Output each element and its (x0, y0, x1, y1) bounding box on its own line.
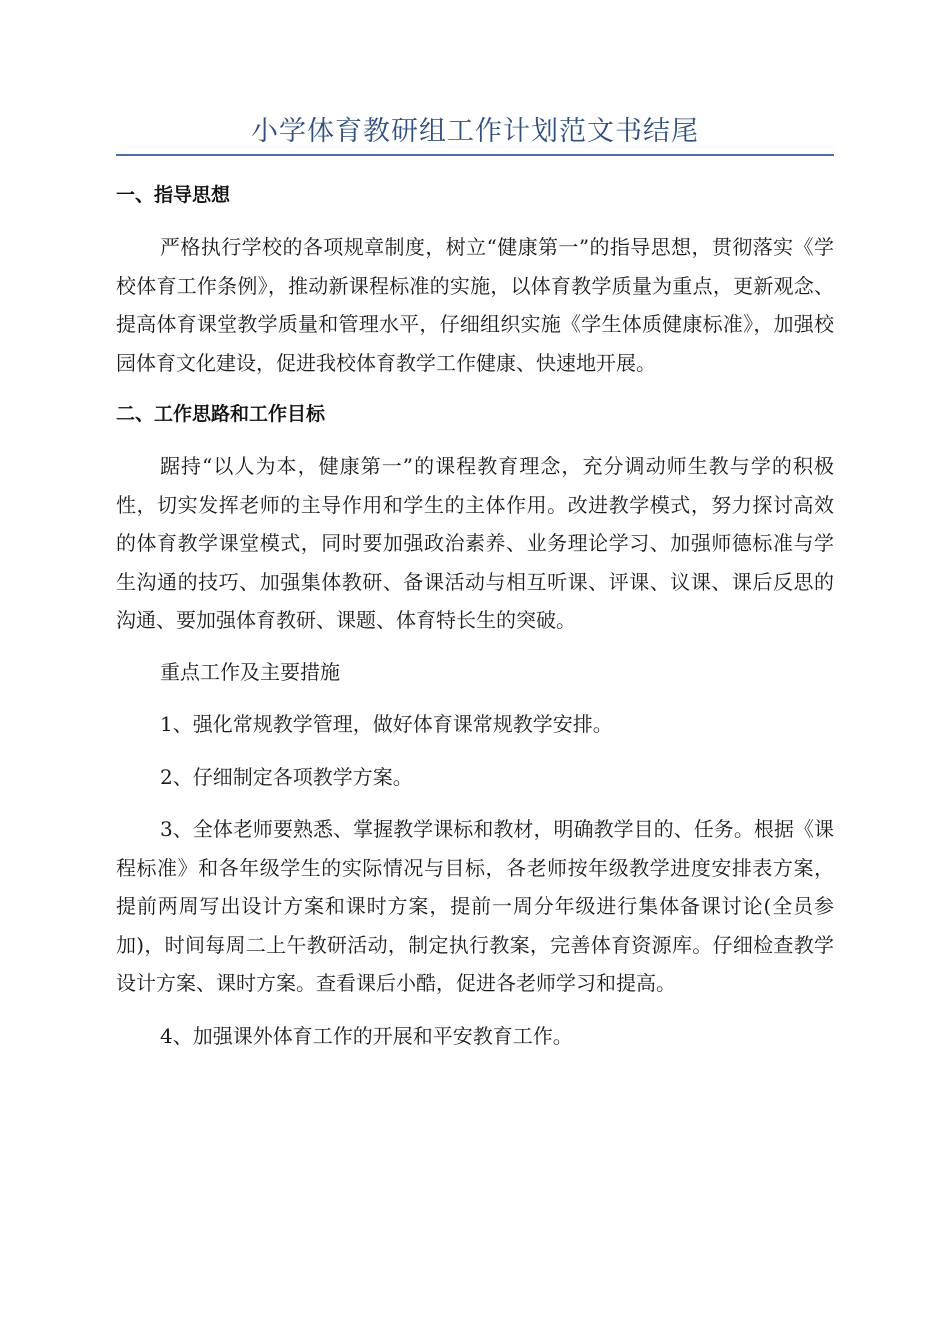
section-paragraph-work-goals: 踞持“以人为本，健康第一”的课程教育理念，充分调动师生教与学的积极性，切实发挥老师的主导作用和学生的主体作用。改进教学模式，努力探讨高效的体育教学课堂模式，同时要加强政治素养、业务理论学习、加强师德标准与学生沟通的技巧、加强集体教研、备课活动与相互听课、评课、议课、课后反思的沟通、要加强体育教研、课题、体育特长生的突破。 (116, 454, 834, 632)
document-body (116, 176, 834, 1055)
title-underline (116, 154, 834, 156)
measure-item-3: 3、全体老师要熟悉、掌握教学课标和教材，明确教学目的、任务。根据《课程标准》和各年级学生的实际情况与目标，各老师按年级教学进度安排表方案，提前两周写出设计方案和课时方案，提前一周分年级进行集体备课讨论(全员参加)，时间每周二上午教研活动，制定执行教案，完善体育资源库。仔细检查教学设计方案、课时方案。查看课后小酷，促进各老师学习和提高。 (116, 817, 834, 995)
measure-item-1: 1、强化常规教学管理，做好体育课常规教学安排。 (160, 712, 613, 736)
section-heading-work-goals: 二、工作思路和工作目标 (116, 403, 326, 425)
section-paragraph-guiding-thought: 严格执行学校的各项规章制度，树立“健康第一”的指导思想，贯彻落实《学校体育工作条例》，推动新课程标准的实施，以体育教学质量为重点，更新观念、提高体育课堂教学质量和管理水平，仔细组织实施《学生体质健康标准》，加强校园体育文化建设，促进我校体育教学工作健康、快速地开展。 (116, 235, 834, 375)
section-heading-guiding-thought: 一、指导思想 (116, 184, 231, 206)
measure-item-4: 4、加强课外体育工作的开展和平安教育工作。 (160, 1023, 573, 1048)
measure-item-2: 2、仔细制定各项教学方案。 (160, 764, 413, 789)
measures-title: 重点工作及主要措施 (160, 659, 340, 684)
document-title: 小学体育教研组工作计划范文书结尾 (251, 116, 699, 147)
